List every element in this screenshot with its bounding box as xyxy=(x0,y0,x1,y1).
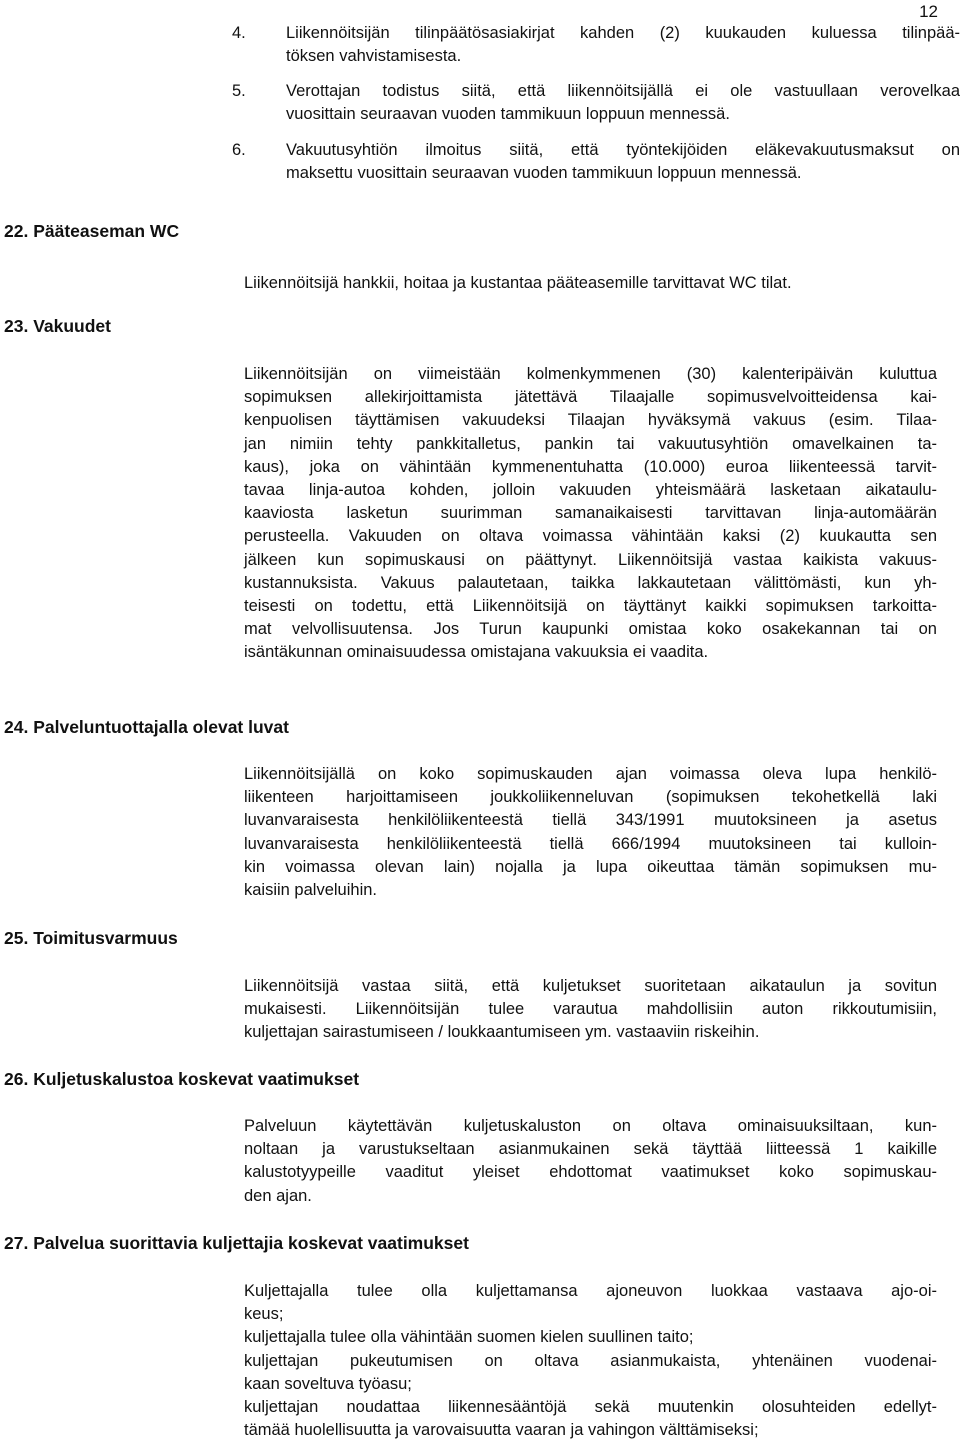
page-number: 12 xyxy=(919,2,938,21)
text-line: Liikennöitsijällä on koko sopimuskauden ajan voimassa oleva lupa henkilö- xyxy=(244,765,937,783)
section-heading-23: 23. Vakuudet xyxy=(4,316,111,336)
text-line: Liikennöitsijä vastaa siitä, että kuljetukset suoritetaan aikataulun ja sovitun xyxy=(244,977,937,995)
text-line: tavaa linja-autoa kohden, jolloin vakuuden yhteismäärä lasketaan aikataulu- xyxy=(244,481,937,500)
text-line: kustannuksista. Vakuus palautetaan, taikka lakkautetaan välittömästi, kun yh- xyxy=(244,573,937,592)
section-body-24 xyxy=(244,763,937,902)
text-line: tämää huolellisuutta ja varovaisuutta vaaran ja vahingon välttämiseksi; xyxy=(244,1421,759,1440)
text-line: Kuljettajalla tulee olla kuljettamansa ajoneuvon luokkaa vastaava ajo-oi- xyxy=(244,1282,937,1300)
list-text xyxy=(286,139,960,185)
text-line: keus; xyxy=(244,1305,284,1324)
text-line: jälkeen kun sopimuskausi on päättynyt. Liikennöitsijä vastaa kaikista vakuus- xyxy=(244,550,937,569)
list-text xyxy=(286,22,960,68)
text-line: Liikennöitsijän tilinpäätösasiakirjat kahden (2) kuukauden kuluessa tilinpää- xyxy=(286,24,960,42)
text-line: jan nimiin tehty pankkitalletus, pankin tai vakuutusyhtiön omavelkainen ta- xyxy=(244,434,937,453)
text-line: kaan soveltuva työasu; xyxy=(244,1374,412,1393)
text-line: isäntäkunnan ominaisuudessa omistajana vakuuksia ei vaadita. xyxy=(244,643,709,662)
section-heading-22: 22. Pääteaseman WC xyxy=(4,221,180,241)
text-line: kuljettajan noudattaa liikennesääntöjä sekä muutenkin olosuhteiden edellyt- xyxy=(244,1398,937,1417)
text-line: noltaan ja varustukseltaan asianmukainen sekä täyttää liitteessä 1 kaikille xyxy=(244,1140,937,1159)
text-line: den ajan. xyxy=(244,1186,312,1205)
text-line: perusteella. Vakuuden on oltava voimassa vähintään kaksi (2) kuukautta sen xyxy=(244,527,937,546)
list-number: 5. xyxy=(232,82,246,100)
section-heading-27: 27. Palvelua suorittavia kuljettajia koskevat vaatimukset xyxy=(4,1233,469,1253)
list-number: 4. xyxy=(232,24,246,42)
text-line: kaus), joka on vähintään kymmenentuhatta (10.000) euroa liikenteessä tarvit- xyxy=(244,457,937,476)
text-line: teisesti on todettu, että Liikennöitsijä on täyttänyt kaikki sopimuksen tarkoitta- xyxy=(244,597,937,616)
section-heading-24: 24. Palveluntuottajalla olevat luvat xyxy=(4,717,289,737)
list-text xyxy=(286,80,960,126)
text-line: vuosittain seuraavan vuoden tammikuun loppuun mennessä. xyxy=(286,105,730,124)
section-heading-26: 26. Kuljetuskalustoa koskevat vaatimukset xyxy=(4,1069,360,1089)
section-body-23 xyxy=(244,363,937,665)
section-body-27 xyxy=(244,1280,937,1442)
text-line: kuljettajalla tulee olla vähintään suomen kielen suullinen taito; xyxy=(244,1328,694,1347)
text-line: sopimuksen allekirjoittamista jätettävä Tilaajalle sopimusvelvoitteidensa kai- xyxy=(244,388,937,407)
text-line: Verottajan todistus siitä, että liikennöitsijällä ei ole vastuullaan verovelkaa xyxy=(286,82,960,100)
text-line: mat velvollisuutensa. Jos Turun kaupunki omistaa koko osakekannan tai on xyxy=(244,620,937,639)
text-line: luvanvaraisesta henkilöliikenteestä tiellä 666/1994 muutoksineen tai kulloin- xyxy=(244,834,937,853)
section-body-25 xyxy=(244,975,937,1045)
section-body-22 xyxy=(244,272,937,295)
text-line: kuljettajan sairastumiseen / loukkaantumiseen ym. vastaaviin riskeihin. xyxy=(244,1023,760,1042)
text-line: kaisiin palveluihin. xyxy=(244,881,377,900)
text-line: maksettu vuosittain seuraavan vuoden tammikuun loppuun mennessä. xyxy=(286,164,802,183)
text-line: kin voimassa olevan lain) nojalla ja lupa oikeuttaa tämän sopimuksen mu- xyxy=(244,857,937,876)
text-line: Vakuutusyhtiön ilmoitus siitä, että työntekijöiden eläkevakuutusmaksut on xyxy=(286,141,960,159)
text-line: kenpuolisen täyttämisen vakuudeksi Tilaajan hyväksymä vakuus (esim. Tilaa- xyxy=(244,411,937,430)
text-line: Palveluun käytettävän kuljetuskaluston on oltava ominaisuuksiltaan, kun- xyxy=(244,1117,937,1135)
section-body-26 xyxy=(244,1115,937,1208)
text-line: kalustotyypeille vaaditut yleiset ehdottomat vaatimukset koko sopimuskau- xyxy=(244,1163,937,1182)
text-line: Liikennöitsijän on viimeistään kolmenkymmenen (30) kalenteripäivän kuluttua xyxy=(244,365,937,383)
text-line: luvanvaraisesta henkilöliikenteestä tiellä 343/1991 muutoksineen ja asetus xyxy=(244,811,937,830)
section-heading-25: 25. Toimitusvarmuus xyxy=(4,928,178,948)
text-line: mukaisesti. Liikennöitsijän tulee varautua mahdollisiin auton rikkoutumisiin, xyxy=(244,1000,937,1019)
text-line: kaaviosta lasketun suurimman samanaikaisesti tarvittavan linja-automäärän xyxy=(244,504,937,523)
text-line: kuljettajan pukeutumisen on oltava asianmukaista, yhtenäinen vuodenai- xyxy=(244,1351,937,1370)
text-line: Liikennöitsijä hankkii, hoitaa ja kustantaa pääteasemille tarvittavat WC tilat. xyxy=(244,274,792,292)
text-line: töksen vahvistamisesta. xyxy=(286,47,462,66)
list-number: 6. xyxy=(232,141,246,159)
text-line: liikenteen harjoittamiseen joukkoliikenneluvan (sopimuksen tekohetkellä laki xyxy=(244,788,937,807)
